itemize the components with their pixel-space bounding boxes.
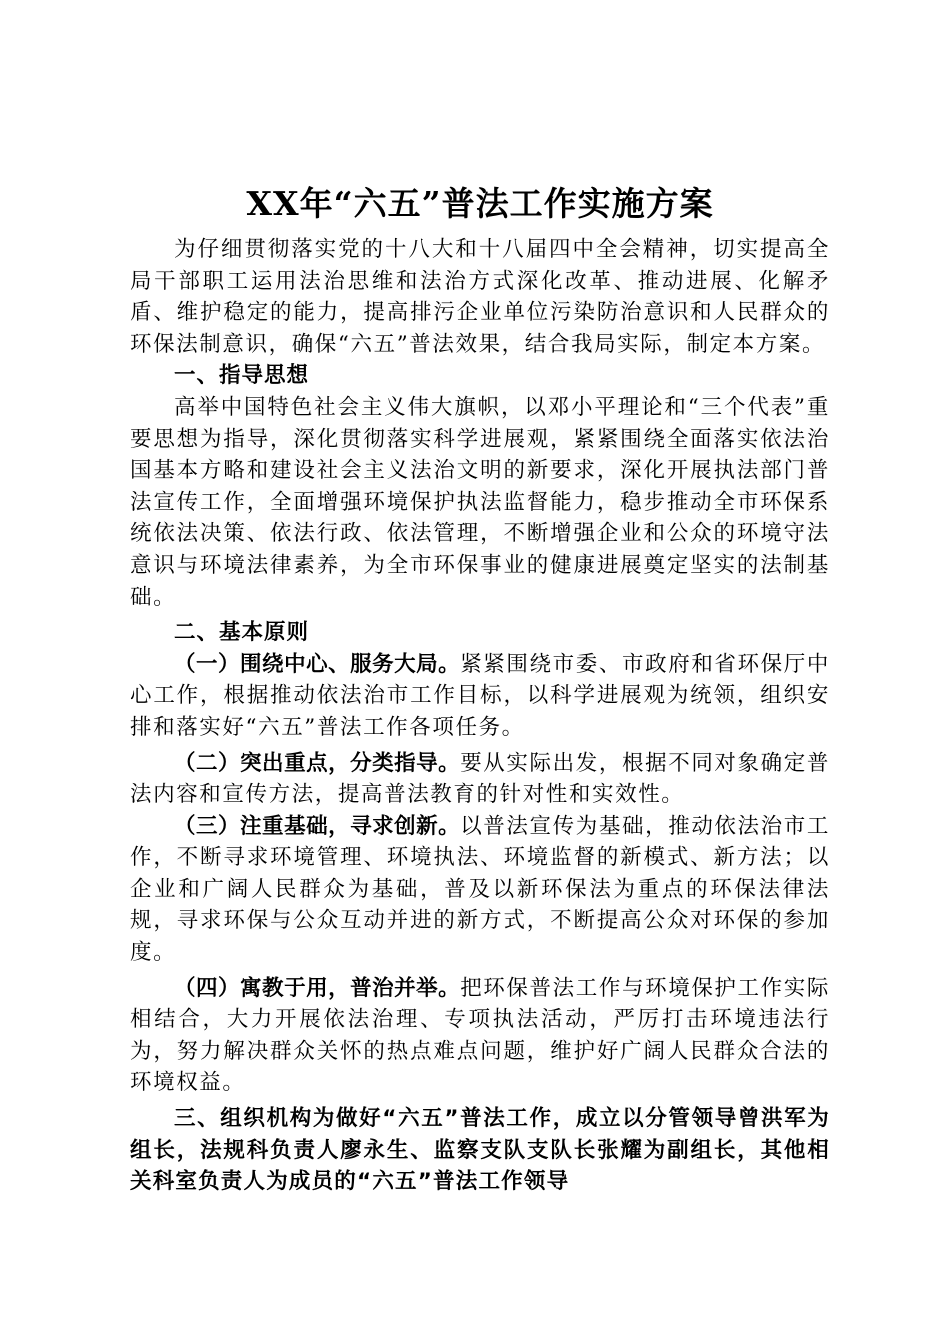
organization-paragraph: 三、组织机构为做好“六五”普法工作，成立以分管领导曾洪军为组长，法规科负责人廖永生、监察支队支队长张耀为副组长，其他相关科室负责人为成员的“六五”普法工作领导 [130,1106,830,1195]
principle-body-4: 把环保普法工作与环境保护工作实际相结合，大力开展依法治理、专项执法活动，严厉打击环境违法行为，努力解决群众关怀的热点难点问题，维护好广阔人民群众合法的环境权益。 [130,975,830,1096]
principle-lead-1: （一）围绕中心、服务大局。 [174,651,461,677]
principle-item-3 [130,811,830,969]
guiding-thought-paragraph: 高举中国特色社会主义伟大旗帜，以邓小平理论和“三个代表”重要思想为指导，深化贯彻落实科学进展观，紧紧围绕全面落实依法治国基本方略和建设社会主义法治文明的新要求，深化开展执法部门普法宣传工作，全面增强环境保护执法监督能力，稳步推动全市环保系统依法决策、依法行政、依法管理，不断增强企业和公众的环境守法意识与环境法律素养，为全市环保事业的健康进展奠定坚实的法制基础。 [130,394,830,610]
intro-paragraph: 为仔细贯彻落实党的十八大和十八届四中全会精神，切实提高全局干部职工运用法治思维和法治方式深化改革、推动进展、化解矛盾、维护稳定的能力，提高排污企业单位污染防治意识和人民群众的环保法制意识，确保“六五”普法效果，结合我局实际，制定本方案。 [130,237,830,357]
principle-item-1 [130,649,830,744]
principle-body-3: 以普法宣传为基础，推动依法治市工作，不断寻求环境管理、环境执法、环境监督的新模式、新方法；以企业和广阔人民群众为基础，普及以新环保法为重点的环保法律法规，寻求环保与公众互动并进的新方式，不断提高公众对环保的参加度。 [130,813,830,966]
document-title: XX年“六五”普法工作实施方案 [246,184,714,223]
principle-item-4 [130,973,830,1099]
principle-body-1: 紧紧围绕市委、市政府和省环保厅中心工作，根据推动依法治市工作目标，以科学进展观为统领，组织安排和落实好“六五”普法工作各项任务。 [130,651,830,740]
document-page [130,178,830,1198]
section-heading-basic-principles: 二、基本原则 [174,620,310,646]
principle-item-2 [130,748,830,811]
section-heading-guiding-thought: 一、指导思想 [174,363,310,389]
principle-lead-2: （二）突出重点，分类指导。 [174,750,461,776]
principle-lead-4: （四）寓教于用，普治并举。 [174,975,461,1001]
principle-lead-3: （三）注重基础，寻求创新。 [174,813,461,839]
principle-body-2: 要从实际出发，根据不同对象确定普法内容和宣传方法，提高普法教育的针对性和实效性。 [130,750,830,808]
